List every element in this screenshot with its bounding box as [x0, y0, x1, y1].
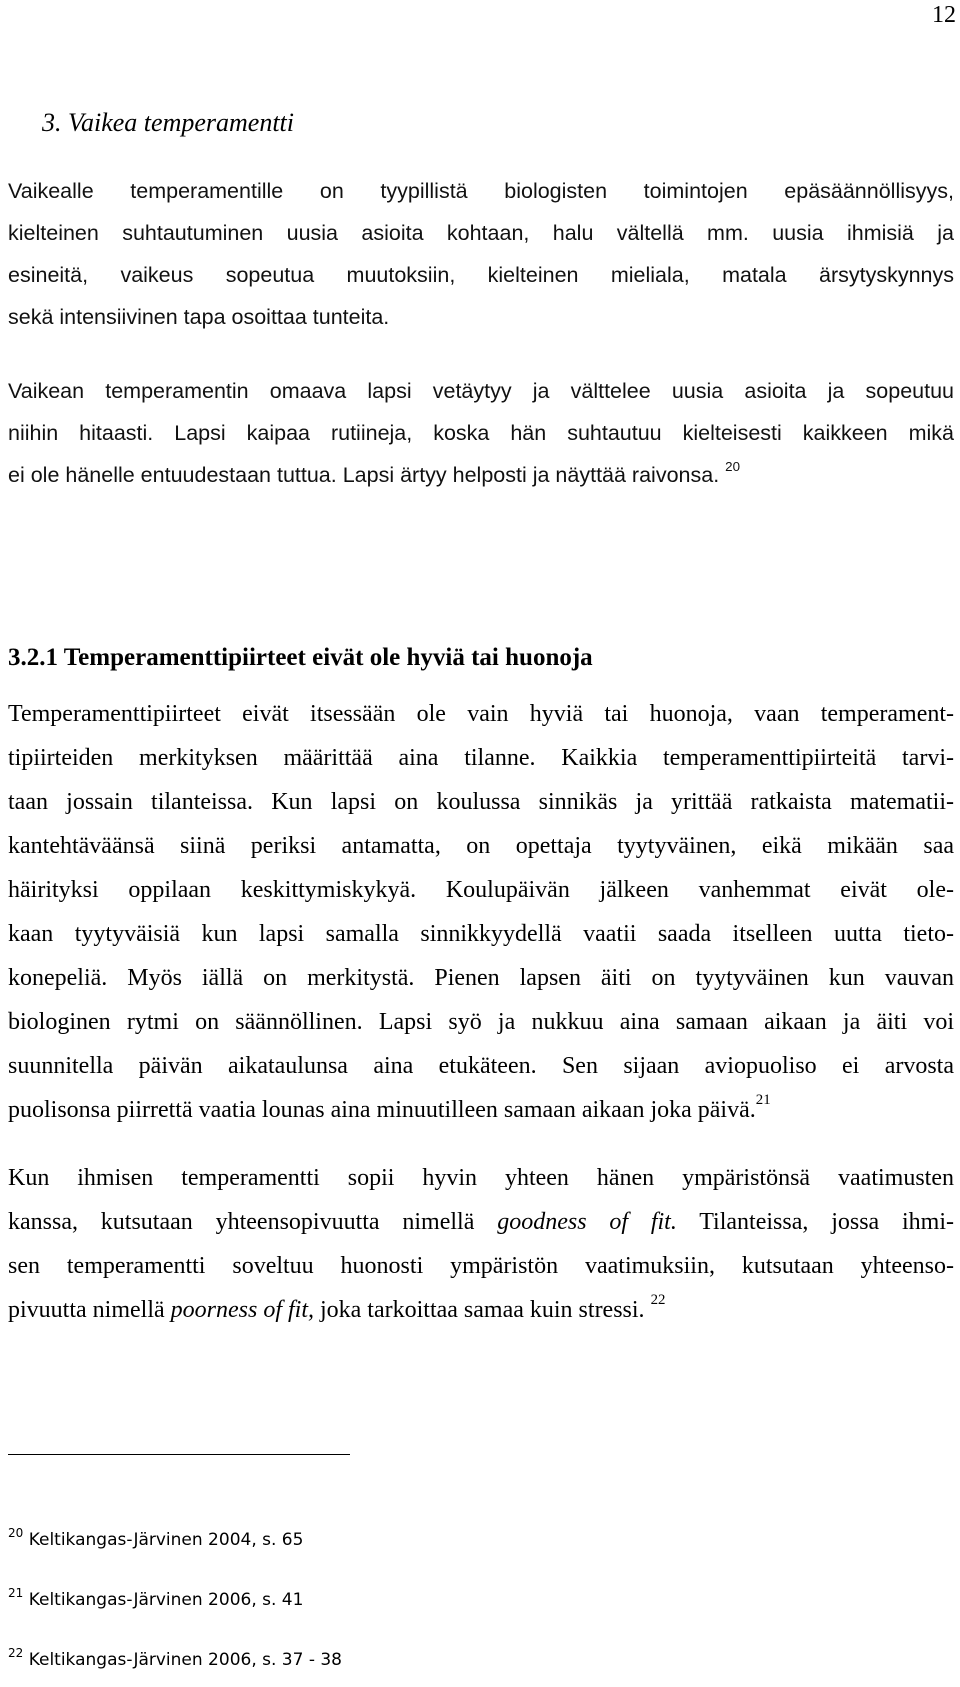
paragraph-3 [8, 692, 954, 1132]
paragraph-line: häirityksi oppilaan keskittymiskykyä. Koulupäivän jälkeen vanhemmat eivät ole- [8, 877, 954, 903]
section-title: 3. Vaikea temperamentti [42, 108, 294, 137]
paragraph-line-text: ei ole hänelle entuudestaan tuttua. Lapsi ärtyy helposti ja näyttää raivonsa. [8, 463, 720, 487]
footnote-20 [8, 1526, 304, 1550]
term-poorness-of-fit: poorness of fit, [170, 1297, 314, 1323]
footnote-number: 20 [8, 1526, 24, 1541]
paragraph-line: niihin hitaasti. Lapsi kaipaa rutiineja, koska hän suhtautuu kielteisesti kaikkeen mikä [8, 421, 954, 445]
paragraph-line: kaan tyytyväisiä kun lapsi samalla sinnikkyydellä vaatii saada itselleen uutta tieto- [8, 921, 954, 947]
footnote-number: 21 [8, 1586, 24, 1601]
footnote-ref-20[interactable]: 20 [725, 458, 740, 474]
paragraph-text: joka tarkoittaa samaa kuin stressi. [313, 1297, 645, 1323]
footnote-ref-21[interactable]: 21 [755, 1092, 771, 1109]
paragraph-line: konepeliä. Myös iällä on merkitystä. Pienen lapsen äiti on tyytyväinen kun vauvan [8, 965, 954, 991]
footnote-21 [8, 1586, 304, 1610]
footnote-number: 22 [8, 1646, 24, 1661]
paragraph-line: esineitä, vaikeus sopeutua muutoksiin, kielteinen mieliala, matala ärsytyskynnys [8, 263, 954, 287]
paragraph-line: Vaikealle temperamentille on tyypillistä biologisten toimintojen epäsäännöllisyys, [8, 179, 954, 203]
paragraph-line: taan jossain tilanteissa. Kun lapsi on koulussa sinnikäs ja yrittää ratkaista matematii- [8, 789, 954, 815]
paragraph-line [8, 1088, 954, 1132]
paragraph-line: sekä intensiivinen tapa osoittaa tunteita. [8, 305, 390, 329]
paragraph-line [8, 454, 954, 496]
paragraph-line: kantehtäväänsä siinä periksi antamatta, on opettaja tyytyväinen, eikä mikään saa [8, 833, 954, 859]
paragraph-line: biologinen rytmi on säännöllinen. Lapsi syö ja nukkuu aina samaan aikaan ja äiti voi [8, 1009, 954, 1035]
paragraph-1 [8, 170, 954, 338]
paragraph-line: kielteinen suhtautuminen uusia asioita kohtaan, halu vältellä mm. uusia ihmisiä ja [8, 221, 954, 245]
paragraph-2 [8, 370, 954, 496]
paragraph-text: kanssa, kutsutaan yhteensopivuutta nimellä [8, 1209, 498, 1235]
footnote-ref-22[interactable]: 22 [650, 1292, 666, 1309]
paragraph-line: Kun ihmisen temperamentti sopii hyvin yhteen hänen ympäristönsä vaatimusten [8, 1165, 954, 1191]
subsection-title: 3.2.1 Temperamenttipiirteet eivät ole hyviä tai huonoja [8, 644, 593, 671]
paragraph-line: Vaikean temperamentin omaava lapsi vetäytyy ja välttelee uusia asioita ja sopeutuu [8, 379, 954, 403]
footnote-text: Keltikangas-Järvinen 2004, s. 65 [28, 1530, 304, 1550]
term-goodness-of-fit: goodness of fit. [497, 1209, 677, 1235]
paragraph-line: sen temperamentti soveltuu huonosti ympäristön vaatimuksiin, kutsutaan yhteenso- [8, 1253, 954, 1279]
footnote-text: Keltikangas-Järvinen 2006, s. 41 [28, 1590, 304, 1610]
footnote-text: Keltikangas-Järvinen 2006, s. 37 - 38 [28, 1650, 343, 1670]
paragraph-4 [8, 1156, 954, 1332]
paragraph-text: Tilanteissa, jossa ihmi- [676, 1209, 955, 1235]
paragraph-line [8, 1288, 954, 1332]
paragraph-line: suunnitella päivän aikataulunsa aina etukäteen. Sen sijaan aviopuoliso ei arvosta [8, 1053, 954, 1079]
paragraph-text: pivuutta nimellä [8, 1297, 171, 1323]
footnote-22 [8, 1646, 343, 1670]
paragraph-line: tipiirteiden merkityksen määrittää aina tilanne. Kaikkia temperamenttipiirteitä tarvi- [8, 745, 954, 771]
paragraph-line-text: puolisonsa piirrettä vaatia lounas aina minuutilleen samaan aikaan joka päivä. [8, 1097, 756, 1123]
footnote-separator [8, 1454, 350, 1455]
paragraph-line [8, 1200, 954, 1244]
page-number: 12 [932, 2, 956, 28]
paragraph-line: Temperamenttipiirteet eivät itsessään ole vain hyviä tai huonoja, vaan temperament- [8, 701, 954, 727]
